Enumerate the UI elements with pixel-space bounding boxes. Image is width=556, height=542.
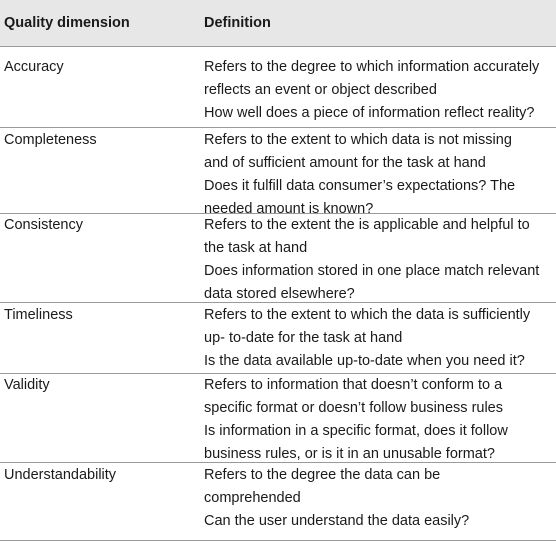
row-rule [0, 302, 556, 303]
definition-line: needed amount is known? [204, 201, 374, 217]
dimension-cell: Completeness [4, 132, 97, 148]
dimension-cell: Accuracy [4, 59, 64, 75]
definition-cell [204, 56, 556, 125]
dimension-cell: Timeliness [4, 307, 73, 323]
definition-line: and of sufficient amount for the task at hand [204, 155, 486, 171]
definition-line: Refers to the extent to which data is not missing [204, 132, 512, 148]
definition-line: Refers to the extent to which the data is sufficiently [204, 307, 531, 323]
definition-line: Refers to the extent the is applicable and helpful to [204, 217, 530, 233]
definition-line: business rules, or is it in an unusable format? [204, 446, 495, 462]
definition-line: Refers to the degree the data can be [204, 467, 441, 483]
definition-line: Is information in a specific format, does it follow [204, 423, 508, 439]
definition-line: Refers to the degree to which information accurately [204, 59, 540, 75]
definition-line: How well does a piece of information reflect reality? [204, 105, 535, 121]
row-rule [0, 127, 556, 128]
dimension-cell: Consistency [4, 217, 83, 233]
header-rule [0, 46, 556, 47]
table-header [0, 0, 556, 46]
dimension-cell: Validity [4, 377, 50, 393]
definition-line: specific format or doesn’t follow business rules [204, 400, 503, 416]
definition-line: Does it fulfill data consumer’s expectations? The [204, 178, 516, 194]
bottom-rule [0, 540, 556, 541]
definition-line: Refers to information that doesn’t conform to a [204, 377, 503, 393]
definition-line: Does information stored in one place match relevant [204, 263, 540, 279]
definition-cell [204, 129, 556, 221]
definition-cell [204, 464, 556, 533]
definition-line: Can the user understand the data easily? [204, 513, 470, 529]
definition-cell [204, 374, 556, 466]
definition-line: up- to-date for the task at hand [204, 330, 403, 346]
row-rule [0, 462, 556, 463]
definition-line: the task at hand [204, 240, 308, 256]
header-definition: Definition [204, 15, 271, 31]
dimension-cell: Understandability [4, 467, 117, 483]
definition-line: data stored elsewhere? [204, 286, 355, 302]
definition-line: Is the data available up-to-date when you need it? [204, 353, 525, 369]
definition-line: reflects an event or object described [204, 82, 437, 98]
definition-line: comprehended [204, 490, 301, 506]
header-quality-dimension: Quality dimension [4, 15, 130, 31]
definition-cell [204, 304, 556, 373]
definition-cell [204, 214, 556, 306]
